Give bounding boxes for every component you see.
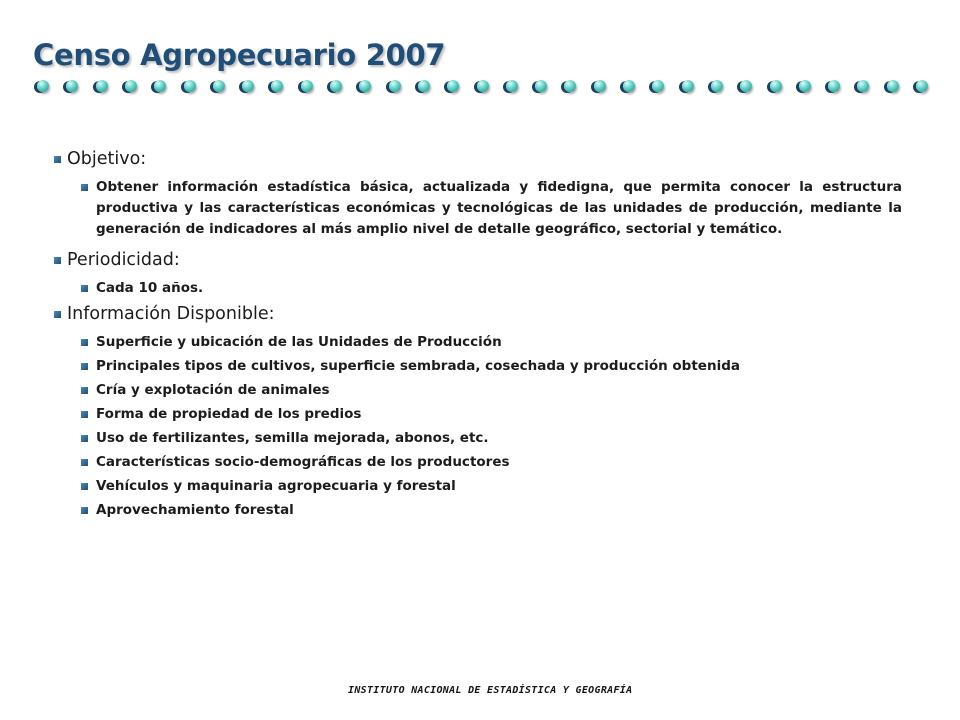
footer-institution: INSTITUTO NACIONAL DE ESTADÍSTICA Y GEOGRAFÍA bbox=[348, 685, 633, 696]
list-item-text: Aprovechamiento forestal bbox=[96, 502, 294, 518]
teal-dot-icon bbox=[535, 80, 547, 92]
square-bullet-icon bbox=[81, 387, 88, 394]
teal-dot-icon bbox=[799, 80, 811, 92]
title-dot-divider bbox=[37, 80, 927, 94]
teal-dot-icon bbox=[857, 80, 869, 92]
list-item bbox=[52, 476, 902, 497]
list-item-text: Vehículos y maquinaria agropecuaria y forestal bbox=[96, 478, 456, 494]
teal-dot-icon bbox=[594, 80, 606, 92]
square-bullet-icon bbox=[54, 311, 61, 318]
teal-dot-icon bbox=[564, 80, 576, 92]
square-bullet-icon bbox=[81, 435, 88, 442]
teal-dot-icon bbox=[389, 80, 401, 92]
teal-dot-icon bbox=[711, 80, 723, 92]
square-bullet-icon bbox=[81, 339, 88, 346]
teal-dot-icon bbox=[682, 80, 694, 92]
teal-dot-icon bbox=[623, 80, 635, 92]
list-item bbox=[52, 500, 902, 521]
teal-dot-icon bbox=[418, 80, 430, 92]
section-heading-label: Periodicidad: bbox=[67, 250, 180, 270]
square-bullet-icon bbox=[81, 285, 88, 292]
list-item-text: Características socio-demográficas de los productores bbox=[96, 454, 510, 470]
list-item-text: Superficie y ubicación de las Unidades de Producción bbox=[96, 334, 502, 350]
square-bullet-icon bbox=[54, 257, 61, 264]
teal-dot-icon bbox=[330, 80, 342, 92]
teal-dot-icon bbox=[271, 80, 283, 92]
teal-dot-icon bbox=[887, 80, 899, 92]
list-item-text: Principales tipos de cultivos, superficie sembrada, cosechada y producción obtenida bbox=[96, 358, 740, 374]
slide-content bbox=[52, 148, 902, 524]
teal-dot-icon bbox=[359, 80, 371, 92]
square-bullet-icon bbox=[81, 411, 88, 418]
section-heading-objetivo bbox=[52, 148, 902, 172]
square-bullet-icon bbox=[54, 156, 61, 163]
square-bullet-icon bbox=[81, 459, 88, 466]
list-item bbox=[52, 332, 902, 353]
teal-dot-icon bbox=[740, 80, 752, 92]
teal-dot-icon bbox=[770, 80, 782, 92]
square-bullet-icon bbox=[81, 363, 88, 370]
teal-dot-icon bbox=[154, 80, 166, 92]
slide-title: Censo Agropecuario 2007 bbox=[33, 38, 446, 72]
list-item bbox=[52, 404, 902, 425]
list-item bbox=[52, 428, 902, 449]
list-item bbox=[52, 356, 902, 377]
teal-dot-icon bbox=[652, 80, 664, 92]
teal-dot-icon bbox=[301, 80, 313, 92]
teal-dot-icon bbox=[828, 80, 840, 92]
teal-dot-icon bbox=[242, 80, 254, 92]
teal-dot-icon bbox=[213, 80, 225, 92]
square-bullet-icon bbox=[81, 483, 88, 490]
list-item bbox=[52, 177, 902, 240]
section-heading-label: Información Disponible: bbox=[67, 304, 275, 324]
list-item-text: Forma de propiedad de los predios bbox=[96, 406, 362, 422]
section-heading-label: Objetivo: bbox=[67, 149, 147, 169]
square-bullet-icon bbox=[81, 507, 88, 514]
list-item-text: Obtener información estadística básica, actualizada y fidedigna, que permita conocer la estructura productiva y las características económicas y tecnológicas de las unidades de producción, mediante la generación de indicadores al más amplio nivel de detalle geográfico, sectorial y temático. bbox=[96, 179, 902, 237]
teal-dot-icon bbox=[184, 80, 196, 92]
section-heading-informacion-disponible bbox=[52, 303, 902, 327]
list-item bbox=[52, 452, 902, 473]
list-item-text: Uso de fertilizantes, semilla mejorada, abonos, etc. bbox=[96, 430, 489, 446]
list-item bbox=[52, 278, 902, 299]
teal-dot-icon bbox=[916, 80, 928, 92]
list-item-text: Cría y explotación de animales bbox=[96, 382, 330, 398]
list-item bbox=[52, 380, 902, 401]
section-heading-periodicidad bbox=[52, 249, 902, 273]
teal-dot-icon bbox=[96, 80, 108, 92]
teal-dot-icon bbox=[506, 80, 518, 92]
teal-dot-icon bbox=[477, 80, 489, 92]
teal-dot-icon bbox=[37, 80, 49, 92]
teal-dot-icon bbox=[66, 80, 78, 92]
teal-dot-icon bbox=[125, 80, 137, 92]
teal-dot-icon bbox=[447, 80, 459, 92]
square-bullet-icon bbox=[81, 184, 88, 191]
list-item-text: Cada 10 años. bbox=[96, 280, 204, 296]
